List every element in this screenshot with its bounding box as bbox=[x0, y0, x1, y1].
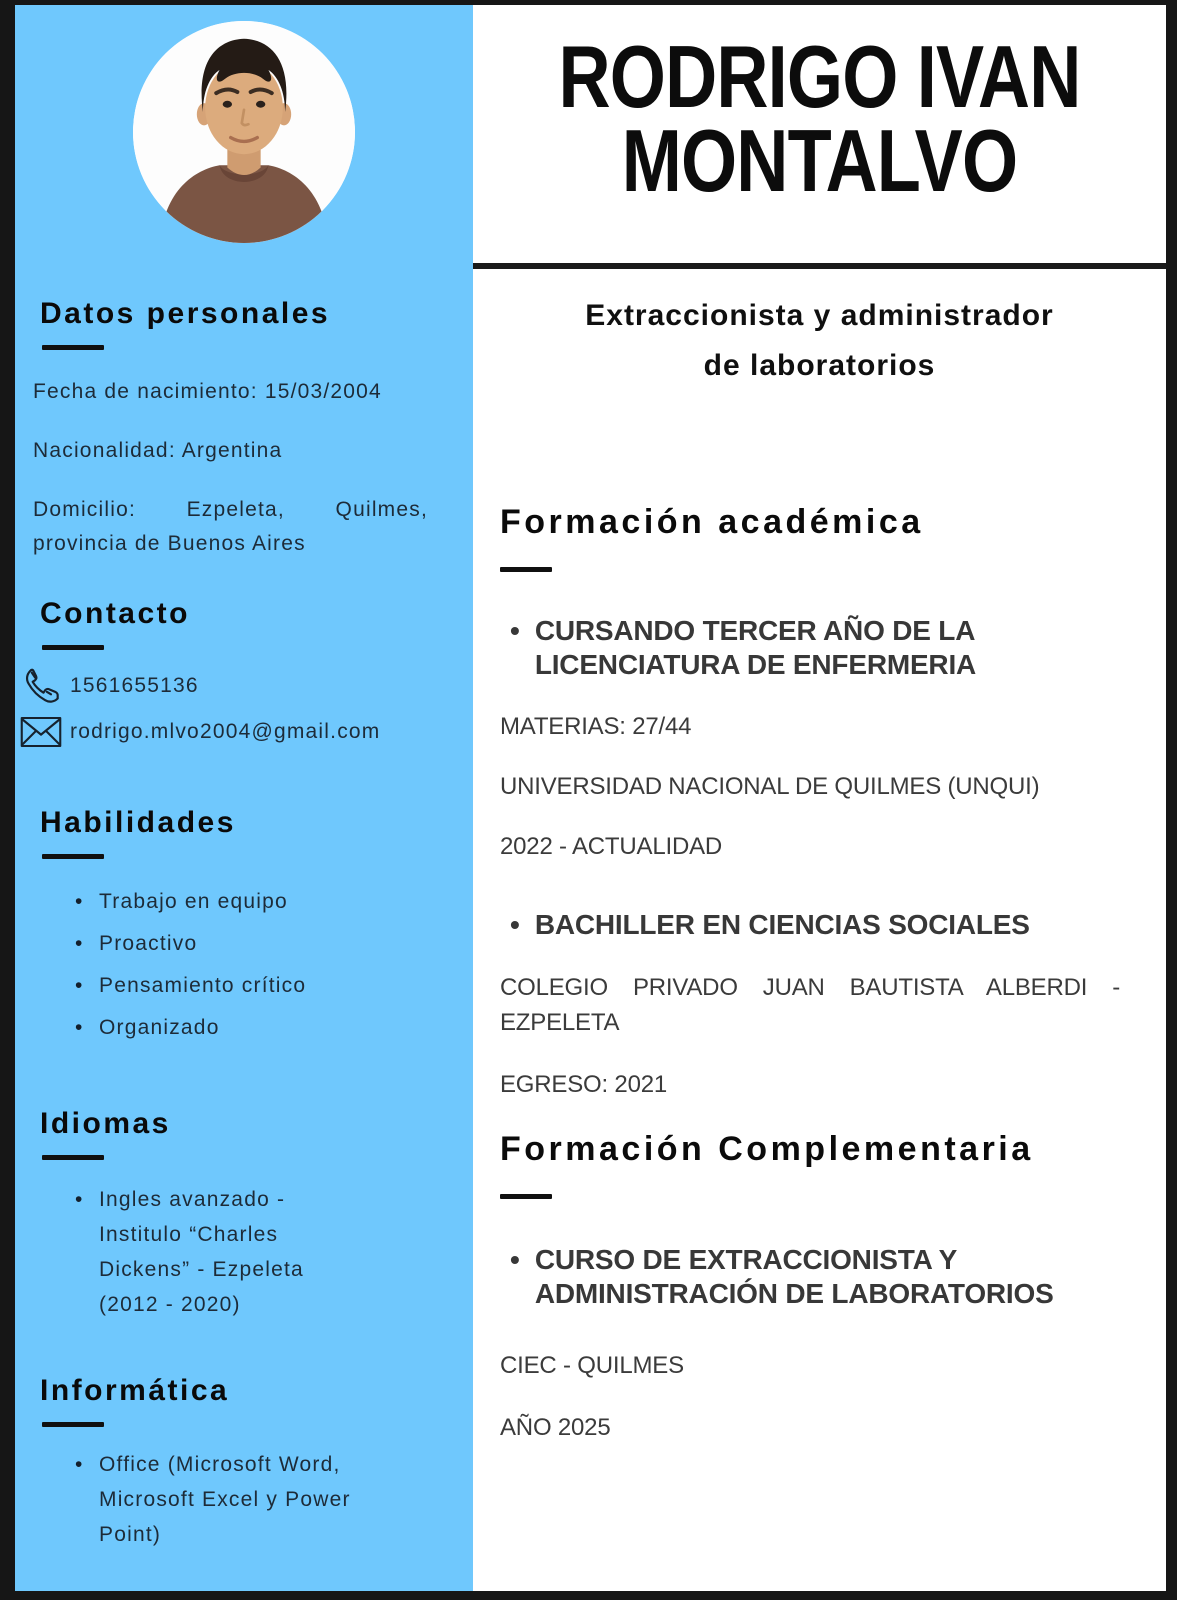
list-item: • Proactivo bbox=[75, 923, 473, 965]
course-title: CURSO DE EXTRACCIONISTA Y ADMINISTRACIÓN DE LABORATORIOS bbox=[534, 1244, 1054, 1309]
full-name bbox=[535, 27, 1103, 210]
informatics-list bbox=[75, 1447, 473, 1552]
profile-photo-illustration bbox=[133, 21, 355, 243]
entry-title-row bbox=[510, 614, 1146, 682]
entry-detail: COLEGIO PRIVADO JUAN BAUTISTA ALBERDI - EZPELETA bbox=[500, 974, 1120, 1036]
list-item: • Ingles avanzado - Institulo “Charles Dickens” - Ezpeleta (2012 - 2020) bbox=[75, 1182, 320, 1322]
list-item: • Trabajo en equipo bbox=[75, 881, 473, 923]
phone-row bbox=[20, 666, 473, 706]
entry-detail: AÑO 2025 bbox=[500, 1414, 611, 1441]
name-line-2: MONTALVO bbox=[621, 111, 1018, 210]
avatar bbox=[133, 21, 355, 243]
header-divider bbox=[473, 263, 1166, 269]
main-column bbox=[473, 5, 1166, 1591]
section-habilidades bbox=[15, 806, 473, 1049]
section-formacion-complementaria bbox=[500, 1130, 1146, 1443]
bullet-dot: • bbox=[510, 615, 520, 646]
heading-underline bbox=[42, 1422, 104, 1427]
entry-detail: 2022 - ACTUALIDAD bbox=[500, 833, 723, 860]
address: Domicilio: Ezpeleta, Quilmes, provincia de Buenos Aires bbox=[33, 498, 428, 555]
name-line-1: RODRIGO IVAN bbox=[558, 27, 1081, 126]
section-formacion-academica bbox=[500, 503, 1146, 1100]
entry-title-row bbox=[510, 908, 1146, 942]
heading-underline bbox=[42, 854, 104, 859]
entry-detail: UNIVERSIDAD NACIONAL DE QUILMES (UNQUI) bbox=[500, 773, 1040, 800]
sidebar bbox=[15, 5, 473, 1591]
cv-page bbox=[15, 5, 1166, 1591]
idiomas-title: Idiomas bbox=[40, 1107, 171, 1140]
phone-icon bbox=[20, 666, 62, 706]
bullet-dot: • bbox=[510, 1244, 520, 1275]
academic-entry bbox=[500, 908, 1146, 1100]
job-title bbox=[473, 291, 1166, 391]
list-item: • Organizado bbox=[75, 1007, 473, 1049]
formacion-complementaria-title: Formación Complementaria bbox=[500, 1130, 1034, 1168]
section-informatica bbox=[15, 1374, 473, 1552]
heading-underline bbox=[42, 345, 104, 350]
informatica-title: Informática bbox=[40, 1374, 230, 1407]
habilidades-title: Habilidades bbox=[40, 806, 236, 839]
entry-detail: EGRESO: 2021 bbox=[500, 1071, 668, 1098]
job-title-line-2: de laboratorios bbox=[703, 349, 936, 382]
academic-entry bbox=[500, 614, 1146, 862]
nationality: Nacionalidad: Argentina bbox=[33, 439, 283, 462]
job-title-line-1: Extraccionista y administrador bbox=[585, 299, 1054, 332]
email-row bbox=[20, 716, 473, 748]
email-address: rodrigo.mlvo2004@gmail.com bbox=[70, 720, 381, 743]
section-contacto bbox=[15, 597, 473, 748]
entry-title-row bbox=[510, 1243, 1146, 1311]
datos-personales-title: Datos personales bbox=[40, 297, 331, 330]
entry-detail: MATERIAS: 27/44 bbox=[500, 713, 692, 740]
section-idiomas bbox=[15, 1107, 473, 1322]
heading-underline bbox=[500, 567, 552, 572]
complementary-entry bbox=[500, 1243, 1146, 1443]
formacion-academica-title: Formación académica bbox=[500, 503, 924, 541]
contacto-title: Contacto bbox=[40, 597, 190, 630]
heading-underline bbox=[42, 645, 104, 650]
envelope-icon bbox=[20, 716, 62, 748]
bullet-dot: • bbox=[510, 909, 520, 940]
entry-detail: CIEC - QUILMES bbox=[500, 1352, 684, 1379]
degree-title: BACHILLER EN CIENCIAS SOCIALES bbox=[534, 909, 1030, 940]
heading-underline bbox=[500, 1194, 552, 1199]
degree-title: CURSANDO TERCER AÑO DE LA LICENCIATURA DE ENFERMERIA bbox=[534, 615, 977, 680]
phone-number: 1561655136 bbox=[70, 674, 199, 697]
list-item: • Pensamiento crítico bbox=[75, 965, 473, 1007]
heading-underline bbox=[42, 1155, 104, 1160]
section-datos-personales bbox=[15, 297, 473, 561]
list-item: • Office (Microsoft Word, Microsoft Excel y Power Point) bbox=[75, 1447, 375, 1552]
birth-date: Fecha de nacimiento: 15/03/2004 bbox=[33, 380, 382, 403]
skills-list bbox=[75, 881, 473, 1049]
languages-list bbox=[75, 1182, 473, 1322]
